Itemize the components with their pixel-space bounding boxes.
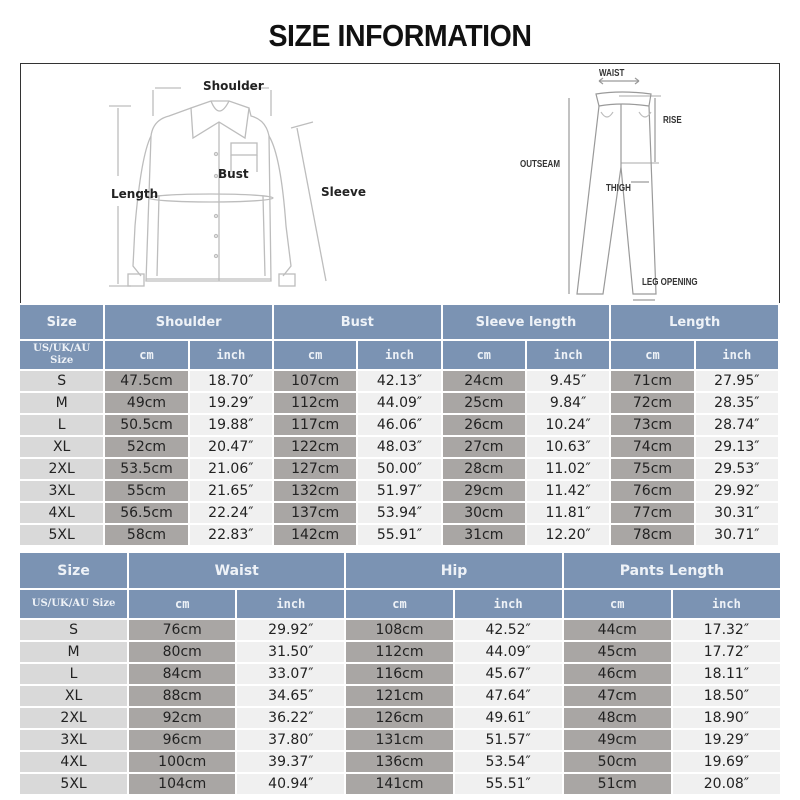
shirt-label-shoulder: Shoulder: [203, 79, 264, 93]
inch-value-cell: 48.03″: [358, 437, 440, 457]
cm-value-cell: 88cm: [129, 686, 235, 706]
table-row: [20, 620, 780, 640]
size-cell: 4XL: [20, 752, 127, 772]
cm-value-cell: 49cm: [105, 393, 187, 413]
inch-value-cell: 33.07″: [237, 664, 344, 684]
group-header-pants-length: Pants Length: [564, 553, 780, 588]
cm-value-cell: 29cm: [443, 481, 525, 501]
unit-inch: inch: [358, 341, 440, 369]
inch-value-cell: 55.91″: [358, 525, 440, 545]
pants-diagram-icon: [541, 72, 721, 304]
inch-value-cell: 11.02″: [527, 459, 609, 479]
table-row: [20, 774, 780, 794]
size-subheader: US/UK/AU Size: [20, 341, 103, 369]
group-header-shoulder: Shoulder: [105, 305, 272, 339]
unit-cm: cm: [105, 341, 187, 369]
cm-value-cell: 56.5cm: [105, 503, 187, 523]
inch-value-cell: 28.74″: [696, 415, 778, 435]
table-row: [20, 371, 778, 391]
cm-value-cell: 53.5cm: [105, 459, 187, 479]
inch-value-cell: 51.97″: [358, 481, 440, 501]
cm-value-cell: 112cm: [346, 642, 452, 662]
cm-value-cell: 122cm: [274, 437, 356, 457]
cm-value-cell: 73cm: [611, 415, 693, 435]
group-header-hip: Hip: [346, 553, 561, 588]
inch-value-cell: 47.64″: [455, 686, 562, 706]
cm-value-cell: 58cm: [105, 525, 187, 545]
bottom-size-table: [18, 551, 782, 796]
size-cell: 3XL: [20, 481, 103, 501]
inch-value-cell: 18.50″: [673, 686, 780, 706]
inch-value-cell: 40.94″: [237, 774, 344, 794]
inch-value-cell: 53.54″: [455, 752, 562, 772]
cm-value-cell: 132cm: [274, 481, 356, 501]
unit-inch: inch: [455, 590, 562, 618]
group-header-waist: Waist: [129, 553, 344, 588]
inch-value-cell: 45.67″: [455, 664, 562, 684]
pants-label-thigh: THIGH: [606, 183, 631, 194]
inch-value-cell: 36.22″: [237, 708, 344, 728]
unit-inch: inch: [237, 590, 344, 618]
group-header-length: Length: [611, 305, 778, 339]
cm-value-cell: 121cm: [346, 686, 452, 706]
inch-value-cell: 17.32″: [673, 620, 780, 640]
cm-value-cell: 55cm: [105, 481, 187, 501]
pants-label-rise: RISE: [663, 115, 682, 126]
inch-value-cell: 18.90″: [673, 708, 780, 728]
cm-value-cell: 137cm: [274, 503, 356, 523]
inch-value-cell: 29.13″: [696, 437, 778, 457]
cm-value-cell: 104cm: [129, 774, 235, 794]
cm-value-cell: 24cm: [443, 371, 525, 391]
unit-inch: inch: [190, 341, 272, 369]
size-cell: XL: [20, 437, 103, 457]
inch-value-cell: 11.81″: [527, 503, 609, 523]
table-row: [20, 525, 778, 545]
cm-value-cell: 76cm: [129, 620, 235, 640]
size-cell: S: [20, 620, 127, 640]
size-cell: M: [20, 642, 127, 662]
inch-value-cell: 31.50″: [237, 642, 344, 662]
table-row: [20, 415, 778, 435]
cm-value-cell: 126cm: [346, 708, 452, 728]
cm-value-cell: 31cm: [443, 525, 525, 545]
unit-cm: cm: [346, 590, 452, 618]
size-cell: 2XL: [20, 459, 103, 479]
inch-value-cell: 30.71″: [696, 525, 778, 545]
pants-label-waist: WAIST: [599, 68, 625, 79]
inch-value-cell: 20.08″: [673, 774, 780, 794]
inch-value-cell: 19.88″: [190, 415, 272, 435]
inch-value-cell: 29.92″: [696, 481, 778, 501]
inch-value-cell: 11.42″: [527, 481, 609, 501]
inch-value-cell: 22.24″: [190, 503, 272, 523]
size-cell: L: [20, 415, 103, 435]
cm-value-cell: 51cm: [564, 774, 671, 794]
inch-value-cell: 53.94″: [358, 503, 440, 523]
unit-cm: cm: [274, 341, 356, 369]
cm-value-cell: 26cm: [443, 415, 525, 435]
inch-value-cell: 12.20″: [527, 525, 609, 545]
inch-value-cell: 44.09″: [358, 393, 440, 413]
inch-value-cell: 22.83″: [190, 525, 272, 545]
cm-value-cell: 52cm: [105, 437, 187, 457]
table-row: [20, 459, 778, 479]
unit-cm: cm: [611, 341, 693, 369]
inch-value-cell: 50.00″: [358, 459, 440, 479]
inch-value-cell: 18.70″: [190, 371, 272, 391]
cm-value-cell: 84cm: [129, 664, 235, 684]
cm-value-cell: 100cm: [129, 752, 235, 772]
inch-value-cell: 19.29″: [190, 393, 272, 413]
top-size-table: [18, 303, 780, 547]
cm-value-cell: 49cm: [564, 730, 671, 750]
inch-value-cell: 27.95″: [696, 371, 778, 391]
cm-value-cell: 96cm: [129, 730, 235, 750]
cm-value-cell: 78cm: [611, 525, 693, 545]
group-header-bust: Bust: [274, 305, 441, 339]
size-cell: S: [20, 371, 103, 391]
page-title: SIZE INFORMATION: [268, 18, 532, 53]
size-header: Size: [20, 305, 103, 339]
inch-value-cell: 39.37″: [237, 752, 344, 772]
inch-value-cell: 49.61″: [455, 708, 562, 728]
cm-value-cell: 117cm: [274, 415, 356, 435]
shirt-label-length: Length: [111, 187, 159, 201]
inch-value-cell: 10.63″: [527, 437, 609, 457]
cm-value-cell: 116cm: [346, 664, 452, 684]
cm-value-cell: 75cm: [611, 459, 693, 479]
unit-inch: inch: [696, 341, 778, 369]
cm-value-cell: 92cm: [129, 708, 235, 728]
cm-value-cell: 80cm: [129, 642, 235, 662]
cm-value-cell: 48cm: [564, 708, 671, 728]
inch-value-cell: 20.47″: [190, 437, 272, 457]
table-row: [20, 752, 780, 772]
size-cell: 5XL: [20, 774, 127, 794]
cm-value-cell: 50.5cm: [105, 415, 187, 435]
cm-value-cell: 47cm: [564, 686, 671, 706]
inch-value-cell: 28.35″: [696, 393, 778, 413]
inch-value-cell: 9.45″: [527, 371, 609, 391]
cm-value-cell: 27cm: [443, 437, 525, 457]
table-row: [20, 642, 780, 662]
size-cell: M: [20, 393, 103, 413]
table-row: [20, 686, 780, 706]
inch-value-cell: 19.29″: [673, 730, 780, 750]
table-row: [20, 708, 780, 728]
table-row: [20, 393, 778, 413]
inch-value-cell: 42.52″: [455, 620, 562, 640]
cm-value-cell: 28cm: [443, 459, 525, 479]
cm-value-cell: 74cm: [611, 437, 693, 457]
size-subheader: US/UK/AU Size: [20, 590, 127, 618]
unit-cm: cm: [443, 341, 525, 369]
cm-value-cell: 30cm: [443, 503, 525, 523]
cm-value-cell: 50cm: [564, 752, 671, 772]
inch-value-cell: 18.11″: [673, 664, 780, 684]
cm-value-cell: 77cm: [611, 503, 693, 523]
table-row: [20, 503, 778, 523]
size-cell: XL: [20, 686, 127, 706]
table-row: [20, 730, 780, 750]
cm-value-cell: 45cm: [564, 642, 671, 662]
cm-value-cell: 136cm: [346, 752, 452, 772]
inch-value-cell: 17.72″: [673, 642, 780, 662]
inch-value-cell: 46.06″: [358, 415, 440, 435]
inch-value-cell: 19.69″: [673, 752, 780, 772]
size-cell: 3XL: [20, 730, 127, 750]
cm-value-cell: 44cm: [564, 620, 671, 640]
unit-inch: inch: [527, 341, 609, 369]
table-row: [20, 481, 778, 501]
shirt-label-bust: Bust: [218, 167, 249, 181]
cm-value-cell: 72cm: [611, 393, 693, 413]
size-cell: 5XL: [20, 525, 103, 545]
inch-value-cell: 29.92″: [237, 620, 344, 640]
size-cell: L: [20, 664, 127, 684]
table-row: [20, 664, 780, 684]
cm-value-cell: 141cm: [346, 774, 452, 794]
cm-value-cell: 131cm: [346, 730, 452, 750]
unit-cm: cm: [129, 590, 235, 618]
cm-value-cell: 71cm: [611, 371, 693, 391]
cm-value-cell: 108cm: [346, 620, 452, 640]
cm-value-cell: 76cm: [611, 481, 693, 501]
size-cell: 2XL: [20, 708, 127, 728]
inch-value-cell: 44.09″: [455, 642, 562, 662]
shirt-label-sleeve: Sleeve: [321, 185, 366, 199]
cm-value-cell: 47.5cm: [105, 371, 187, 391]
group-header-sleeve-length: Sleeve length: [443, 305, 610, 339]
diagram-panel: [20, 63, 780, 303]
cm-value-cell: 142cm: [274, 525, 356, 545]
inch-value-cell: 37.80″: [237, 730, 344, 750]
cm-value-cell: 107cm: [274, 371, 356, 391]
inch-value-cell: 30.31″: [696, 503, 778, 523]
inch-value-cell: 9.84″: [527, 393, 609, 413]
unit-cm: cm: [564, 590, 671, 618]
inch-value-cell: 51.57″: [455, 730, 562, 750]
inch-value-cell: 29.53″: [696, 459, 778, 479]
inch-value-cell: 34.65″: [237, 686, 344, 706]
cm-value-cell: 127cm: [274, 459, 356, 479]
cm-value-cell: 46cm: [564, 664, 671, 684]
pants-label-leg-opening: LEG OPENING: [642, 277, 698, 288]
inch-value-cell: 42.13″: [358, 371, 440, 391]
inch-value-cell: 10.24″: [527, 415, 609, 435]
inch-value-cell: 21.65″: [190, 481, 272, 501]
pants-label-outseam: OUTSEAM: [520, 159, 560, 170]
inch-value-cell: 55.51″: [455, 774, 562, 794]
inch-value-cell: 21.06″: [190, 459, 272, 479]
cm-value-cell: 25cm: [443, 393, 525, 413]
table-row: [20, 437, 778, 457]
size-header: Size: [20, 553, 127, 588]
unit-inch: inch: [673, 590, 780, 618]
cm-value-cell: 112cm: [274, 393, 356, 413]
size-cell: 4XL: [20, 503, 103, 523]
